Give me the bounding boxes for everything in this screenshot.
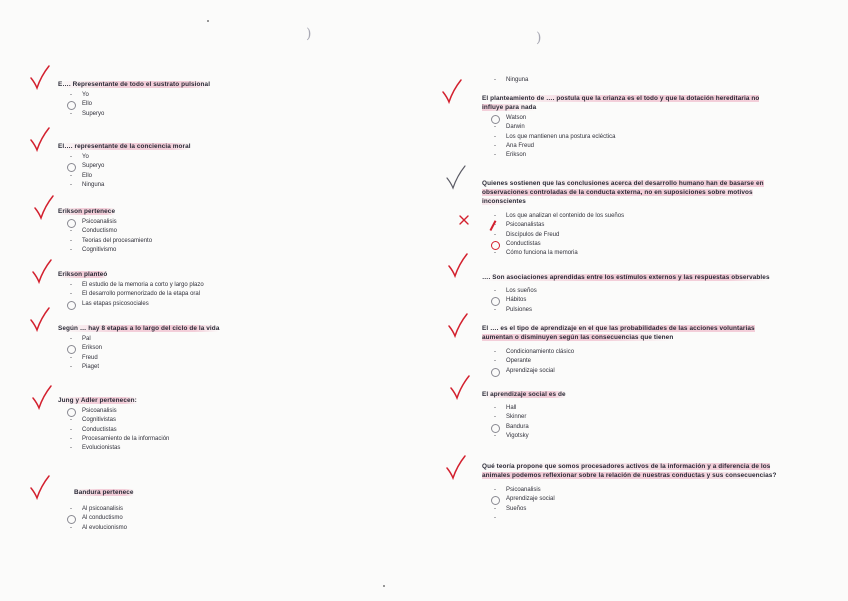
- question-title: Jung y Adler pertenecen:: [58, 397, 137, 404]
- option-list: [482, 287, 782, 315]
- answer-option[interactable]: - Skinner: [494, 414, 527, 421]
- answer-option[interactable]: - Cómo funciona la memoria: [494, 250, 578, 257]
- answer-option[interactable]: - Pal: [70, 336, 91, 342]
- answer-option[interactable]: - Los que analizan el contenido de los sueños: [494, 213, 625, 219]
- page-mark-paren: ): [536, 30, 542, 46]
- question-title: Erikson pertenece: [58, 208, 116, 215]
- question-title: El planteamiento de …. postula que la crianza es el todo y que la dotación hereditaria no influye para nada: [482, 95, 760, 111]
- answer-option[interactable]: - Al evolucionismo: [70, 524, 128, 531]
- answer-option[interactable]: - Erikson: [494, 152, 527, 159]
- answer-option-selected[interactable]: Watson: [482, 114, 782, 123]
- question-title: Según … hay 8 etapas a lo largo del ciclo de la vida: [58, 325, 220, 332]
- option-list: [482, 76, 782, 85]
- answer-option[interactable]: - Ana Freud: [494, 142, 535, 149]
- question-block: [58, 324, 388, 372]
- question-block: [482, 74, 782, 85]
- scan-speck: [383, 585, 385, 587]
- question-block: [58, 396, 388, 453]
- cross-mark-icon: [458, 214, 470, 226]
- question-block: [482, 179, 782, 258]
- answer-option-selected[interactable]: Las etapas psicosociales: [58, 300, 388, 309]
- question-block: [482, 273, 782, 315]
- option-list: [482, 114, 782, 160]
- answer-option-selected[interactable]: Hábitos: [482, 296, 782, 305]
- question-block: [58, 207, 388, 255]
- answer-option[interactable]: - Discípulos de Freud: [494, 231, 560, 238]
- answer-option[interactable]: - Darwin: [494, 124, 525, 131]
- question-title: El…. representante de la conciencia moral: [58, 143, 191, 150]
- question-title: Quienes sostienen que las conclusiones acerca del desarrollo humano han de basarse en observaciones controladas de la conducta externa, no en suposiciones sobre motivos inconscientes: [482, 180, 764, 205]
- answer-option[interactable]: - Superyo: [70, 110, 105, 117]
- option-list: [482, 404, 782, 441]
- answer-option[interactable]: - Ello: [70, 172, 93, 179]
- check-mark-icon: [446, 252, 474, 280]
- option-list: [58, 153, 388, 190]
- check-mark-icon: [30, 384, 58, 412]
- answer-option[interactable]: - Psicoanalisis: [494, 487, 541, 493]
- answer-option-selected[interactable]: Aprendizaje social: [482, 367, 782, 376]
- check-mark-icon: [28, 126, 56, 154]
- answer-option[interactable]: - Yo: [70, 92, 89, 98]
- answer-option[interactable]: - Vigotsky: [494, 432, 529, 439]
- answer-option-selected[interactable]: Ello: [58, 100, 388, 109]
- answer-option[interactable]: - Conductistas: [70, 426, 117, 433]
- question-block: [58, 142, 388, 190]
- answer-option[interactable]: - Piaget: [70, 363, 100, 370]
- answer-option-selected[interactable]: Psicoanalisis: [58, 407, 388, 416]
- question-title: El …. es el tipo de aprendizaje en el que las probabilidades de las acciones voluntarias aumentan o disminuyen según las consecuencias que tienen: [482, 325, 755, 341]
- answer-option[interactable]: - Sueños: [494, 505, 527, 512]
- answer-option[interactable]: - Cognitivistas: [70, 417, 117, 424]
- answer-option[interactable]: - El estudio de la memoria a corto y largo plazo: [70, 282, 204, 288]
- option-list: [482, 212, 782, 258]
- answer-option-selected[interactable]: Al conductismo: [58, 514, 388, 523]
- check-mark-icon: [444, 454, 472, 482]
- question-title: El aprendizaje social es de: [482, 391, 566, 398]
- question-block: [482, 390, 782, 441]
- question-block: [482, 324, 782, 376]
- answer-option-selected[interactable]: Superyo: [58, 162, 388, 171]
- answer-option[interactable]: - Yo: [70, 154, 89, 160]
- option-list: [482, 348, 782, 376]
- answer-option[interactable]: - Evolucionistas: [70, 445, 121, 452]
- check-mark-icon: [28, 474, 56, 502]
- option-list: [58, 281, 388, 309]
- check-mark-icon: [448, 374, 476, 402]
- answer-option[interactable]: - Procesamiento de la información: [70, 435, 170, 442]
- question-block: [58, 270, 388, 309]
- question-title: …. Son asociaciones aprendidas entre los estímulos externos y las respuestas observables: [482, 274, 770, 281]
- option-list: - Psicoanalisis Aprendizaje social - Sueños -: [482, 486, 782, 514]
- answer-option[interactable]: - Freud: [70, 354, 98, 361]
- answer-option-selected[interactable]: Conductistas: [482, 240, 782, 249]
- answer-option-crossed[interactable]: - Psicoanalistas: [482, 221, 782, 230]
- check-mark-icon: [28, 64, 56, 92]
- answer-option[interactable]: - Operante: [494, 358, 532, 365]
- check-mark-icon: [28, 306, 56, 334]
- answer-option[interactable]: - Condicionamiento clásico: [494, 349, 575, 355]
- answer-option-selected[interactable]: Erikson: [58, 344, 388, 353]
- question-title: Erikson planteó: [58, 271, 108, 278]
- page-mark-paren: ): [306, 26, 312, 42]
- answer-option[interactable]: - Ninguna: [494, 77, 529, 83]
- question-block: [58, 488, 388, 533]
- question-title: E…. Representante de todo el sustrato pulsional: [58, 81, 211, 88]
- option-list: [58, 218, 388, 255]
- answer-option[interactable]: - Ninguna: [70, 181, 105, 188]
- check-mark-icon: [440, 78, 468, 106]
- answer-option[interactable]: - Los sueños: [494, 288, 537, 294]
- option-list: [58, 335, 388, 372]
- question-block: [482, 94, 782, 160]
- scan-speck: [207, 20, 209, 22]
- question-title: Qué teoría propone que somos procesadores activos de la información y a diferencia de los animales podemos reflexionar sobre la relación de nuestras conductas y sus consecuencias?: [482, 463, 777, 479]
- check-mark-icon: [444, 164, 472, 192]
- answer-option-selected[interactable]: Aprendizaje social: [482, 495, 782, 504]
- answer-option[interactable]: - Hall: [494, 405, 517, 411]
- answer-option[interactable]: - Los que mantienen una postura ecléctica: [494, 133, 616, 140]
- check-mark-icon: [32, 194, 60, 222]
- option-list: [58, 505, 388, 533]
- answer-option[interactable]: - Cognitivismo: [70, 246, 117, 253]
- check-mark-icon: [446, 312, 474, 340]
- answer-option[interactable]: - Teorias del procesamiento: [70, 237, 153, 244]
- answer-option-selected[interactable]: Psicoanalisis: [58, 218, 388, 227]
- answer-option[interactable]: - El desarrollo pormenorizado de la etapa oral: [70, 291, 201, 298]
- answer-option[interactable]: - Pulsiones: [494, 306, 533, 313]
- answer-option[interactable]: - Conductismo: [70, 228, 118, 235]
- check-mark-icon: [30, 258, 58, 286]
- option-list: [58, 91, 388, 119]
- question-block: [58, 80, 388, 119]
- question-title: Bandura pertenece: [74, 489, 134, 496]
- answer-option[interactable]: - Al psicoanalisis: [70, 506, 124, 512]
- answer-option-selected[interactable]: Bandura: [482, 423, 782, 432]
- option-list: [58, 407, 388, 453]
- question-block: [482, 462, 782, 521]
